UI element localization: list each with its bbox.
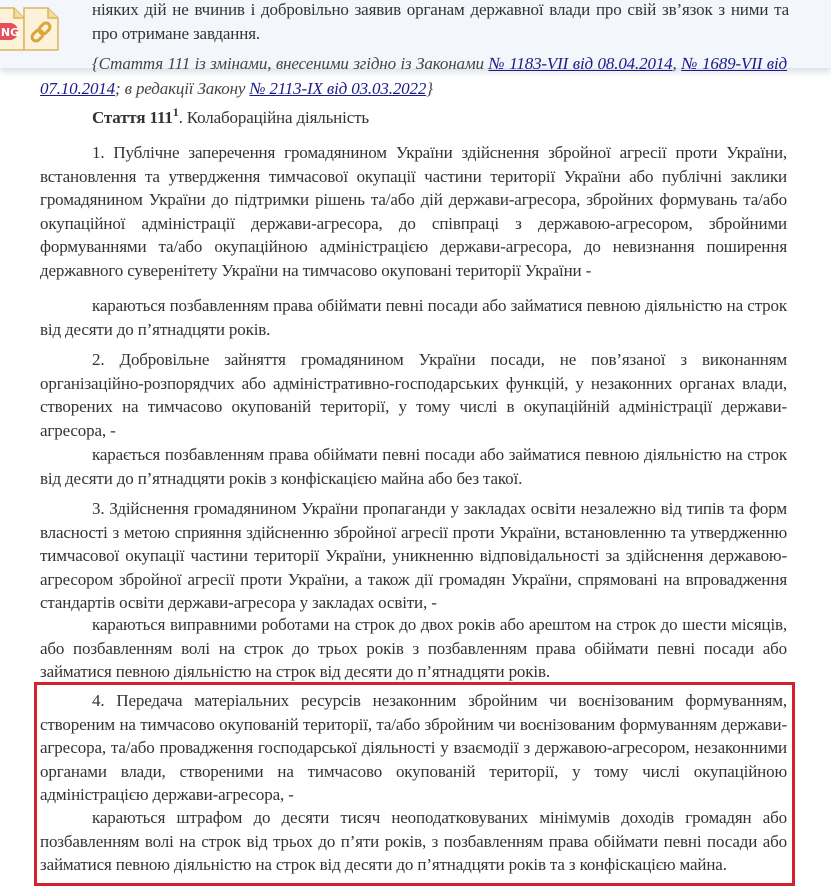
part-2-penalty xyxy=(40,443,787,490)
law-link-1183[interactable]: № 1183-VII від 08.04.2014 xyxy=(488,54,673,73)
link-file-icon[interactable] xyxy=(22,6,62,57)
law-link-2113[interactable]: № 2113-IX від 03.03.2022 xyxy=(249,79,427,98)
amendment-sep: , xyxy=(672,54,682,73)
amendment-note xyxy=(40,51,787,101)
part-2-penalty-text: карається позбавленням права обіймати певні посади або займатися певною діяльністю на строк від десяти до п’ятнадцяти років з конфіскацією майна або без такої. xyxy=(40,445,787,488)
part-4-penalty-text: караються штрафом до десяти тисяч неоподатковуваних мінімумів доходів громадян або позбавленням волі на строк від трьох до п’яти років, з позбавленням права обіймати певні посади або займатися певною діяльністю на строк від десяти до п’ятнадцяти років та з конфіскацією майна. xyxy=(40,808,787,874)
continuation-text: ніяких дій не вчинив і добровільно заявив органам державної влади про свій зв’язок з ними та про отримане завдання. xyxy=(92,0,789,43)
part-1 xyxy=(40,141,787,282)
part-2-text: 2. Добровільне зайняття громадянином України посади, не пов’язаної з виконанням організаційно-розпорядчих або адміністративно-господарських функцій, у незаконних органах влади, створених на тимчасово окупованій території, у тому числі в окупаційній адміністрації держави-агресора, - xyxy=(40,350,787,440)
amendment-prefix: {Стаття 111 із змінами, внесеними згідно із Законами xyxy=(92,54,489,73)
part-4 xyxy=(40,689,787,807)
png-badge: NG xyxy=(0,26,20,39)
part-1-text: 1. Публічне заперечення громадянином України здійснення збройної агресії проти України, встановлення та утвердження тимчасової окупації частини території України або публічні заклики громадянином України до підтримки рішень та/або дій держави-агресора, збройних формувань та/або окупаційної адміністрації держави-агресора, до співпраці з державою-агресором, збройними формуваннями та/або окупаційною адміністрацією держави-агресора, до невизнання поширення державного суверенітету України на тимчасово окуповані території України - xyxy=(40,143,787,280)
part-3-text: 3. Здійснення громадянином України пропаганди у закладах освіти незалежно від типів та форм власності з метою сприяння здійсненню збройної агресії проти України, встановленню та утвердженню тимчасової окупації частини території України, уникненню відповідальності за здійснення державою-агресором збройної агресії проти України, а також дії громадян України, спрямовані на впровадження стандартів освіти держави-агресора у закладах освіти, - xyxy=(40,499,787,612)
law-link-1689[interactable]: № 1689-VII від 07.10.2014 xyxy=(40,54,788,98)
article-title: . Колабораційна діяльність xyxy=(178,108,369,127)
amendment-mid: ; в редакції Закону xyxy=(115,79,250,98)
amendment-suffix: } xyxy=(426,79,433,98)
previous-article-continuation xyxy=(92,0,789,45)
part-3-penalty-text: караються виправними роботами на строк до двох років або арештом на строк до шести місяців, або позбавленням волі на строк до трьох років з позбавленням права обіймати певні посади або займатися певною діяльністю на строк від десяти до п’ятнадцяти років. xyxy=(40,615,787,681)
part-4-penalty xyxy=(40,806,787,877)
part-3-penalty xyxy=(40,613,787,684)
part-1-penalty xyxy=(40,294,787,341)
part-2 xyxy=(40,348,787,442)
part-1-penalty-text: караються позбавленням права обіймати певні посади або займатися певною діяльністю на строк від десяти до п’ятнадцяти років. xyxy=(40,296,787,339)
article-superscript: 1 xyxy=(172,105,179,119)
article-number: Стаття 111 xyxy=(92,108,173,127)
article-heading xyxy=(40,106,787,130)
part-4-text: 4. Передача матеріальних ресурсів незаконним збройним чи воєнізованим формуванням, створеним на тимчасово окупованій території, та/або збройним чи воєнізованим формуванням держави-агресора, та/або провадження господарської діяльності у взаємодії з державою-агресором, незаконними органами влади, створеними на тимчасово окупованій території, у тому числі окупаційною адміністрацією держави-агресора, - xyxy=(40,691,787,804)
part-3 xyxy=(40,497,787,615)
